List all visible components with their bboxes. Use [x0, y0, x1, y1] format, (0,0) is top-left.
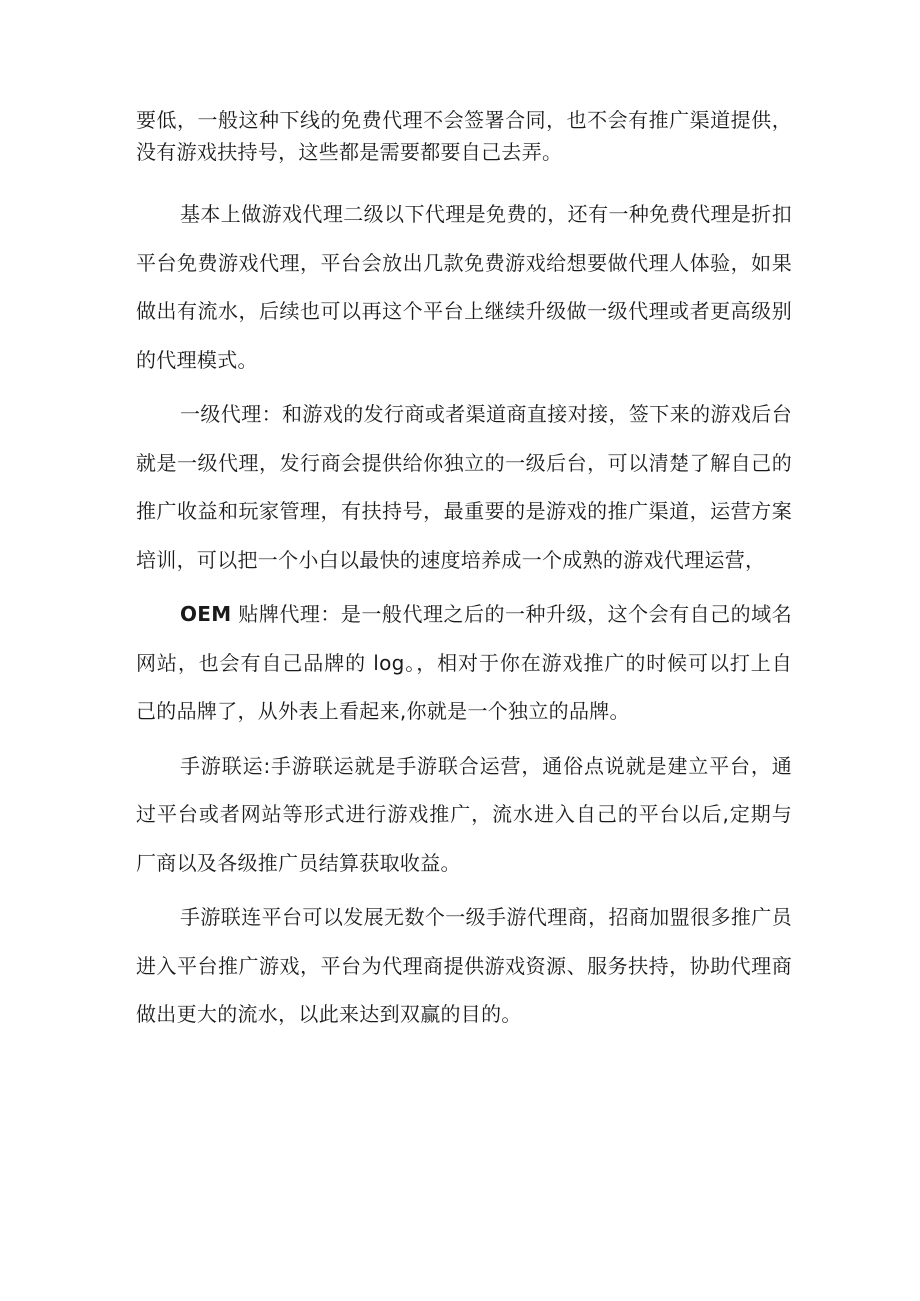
- document-body: [136, 104, 792, 1039]
- paragraph-first-level-agent: 一级代理：和游戏的发行商或者渠道商直接对接，签下来的游戏后台就是一级代理，发行商会提供给你独立的一级后台，可以清楚了解自己的推广收益和玩家管理，有扶持号，最重要的是游戏的推广渠道，运营方案培训，可以把一个小白以最快的速度培养成一个成熟的游戏代理运营，: [136, 402, 792, 572]
- paragraph-continuation: 要低，一般这种下线的免费代理不会签署合同，也不会有推广渠道提供，没有游戏扶持号，这些都是需要都要自己去弄。: [136, 108, 792, 164]
- paragraph-free-agent: 基本上做游戏代理二级以下代理是免费的，还有一种免费代理是折扣平台免费游戏代理，平台会放出几款免费游戏给想要做代理人体验，如果做出有流水，后续也可以再这个平台上继续升级做一级代理或者更高级别的代理模式。: [136, 202, 792, 372]
- paragraph-joint-operation: 手游联运:手游联运就是手游联合运营，通俗点说就是建立平台，通过平台或者网站等形式进行游戏推广，流水进入自己的平台以后,定期与厂商以及各级推广员结算获取收益。: [136, 753, 792, 875]
- paragraph-platform-summary: 手游联连平台可以发展无数个一级手游代理商，招商加盟很多推广员进入平台推广游戏，平台为代理商提供游戏资源、服务扶持，协助代理商做出更大的流水，以此来达到双赢的目的。: [136, 905, 792, 1026]
- oem-body-text: 贴牌代理：是一般代理之后的一种升级，这个会有自己的域名网站，也会有自己品牌的 log。，相对于你在游戏推广的时候可以打上自己的品牌了，从外表上看起来,你就是一个独立的品牌。: [136, 602, 792, 723]
- paragraph-oem-agent: [136, 590, 792, 736]
- oem-lead-text: OEM: [180, 602, 232, 626]
